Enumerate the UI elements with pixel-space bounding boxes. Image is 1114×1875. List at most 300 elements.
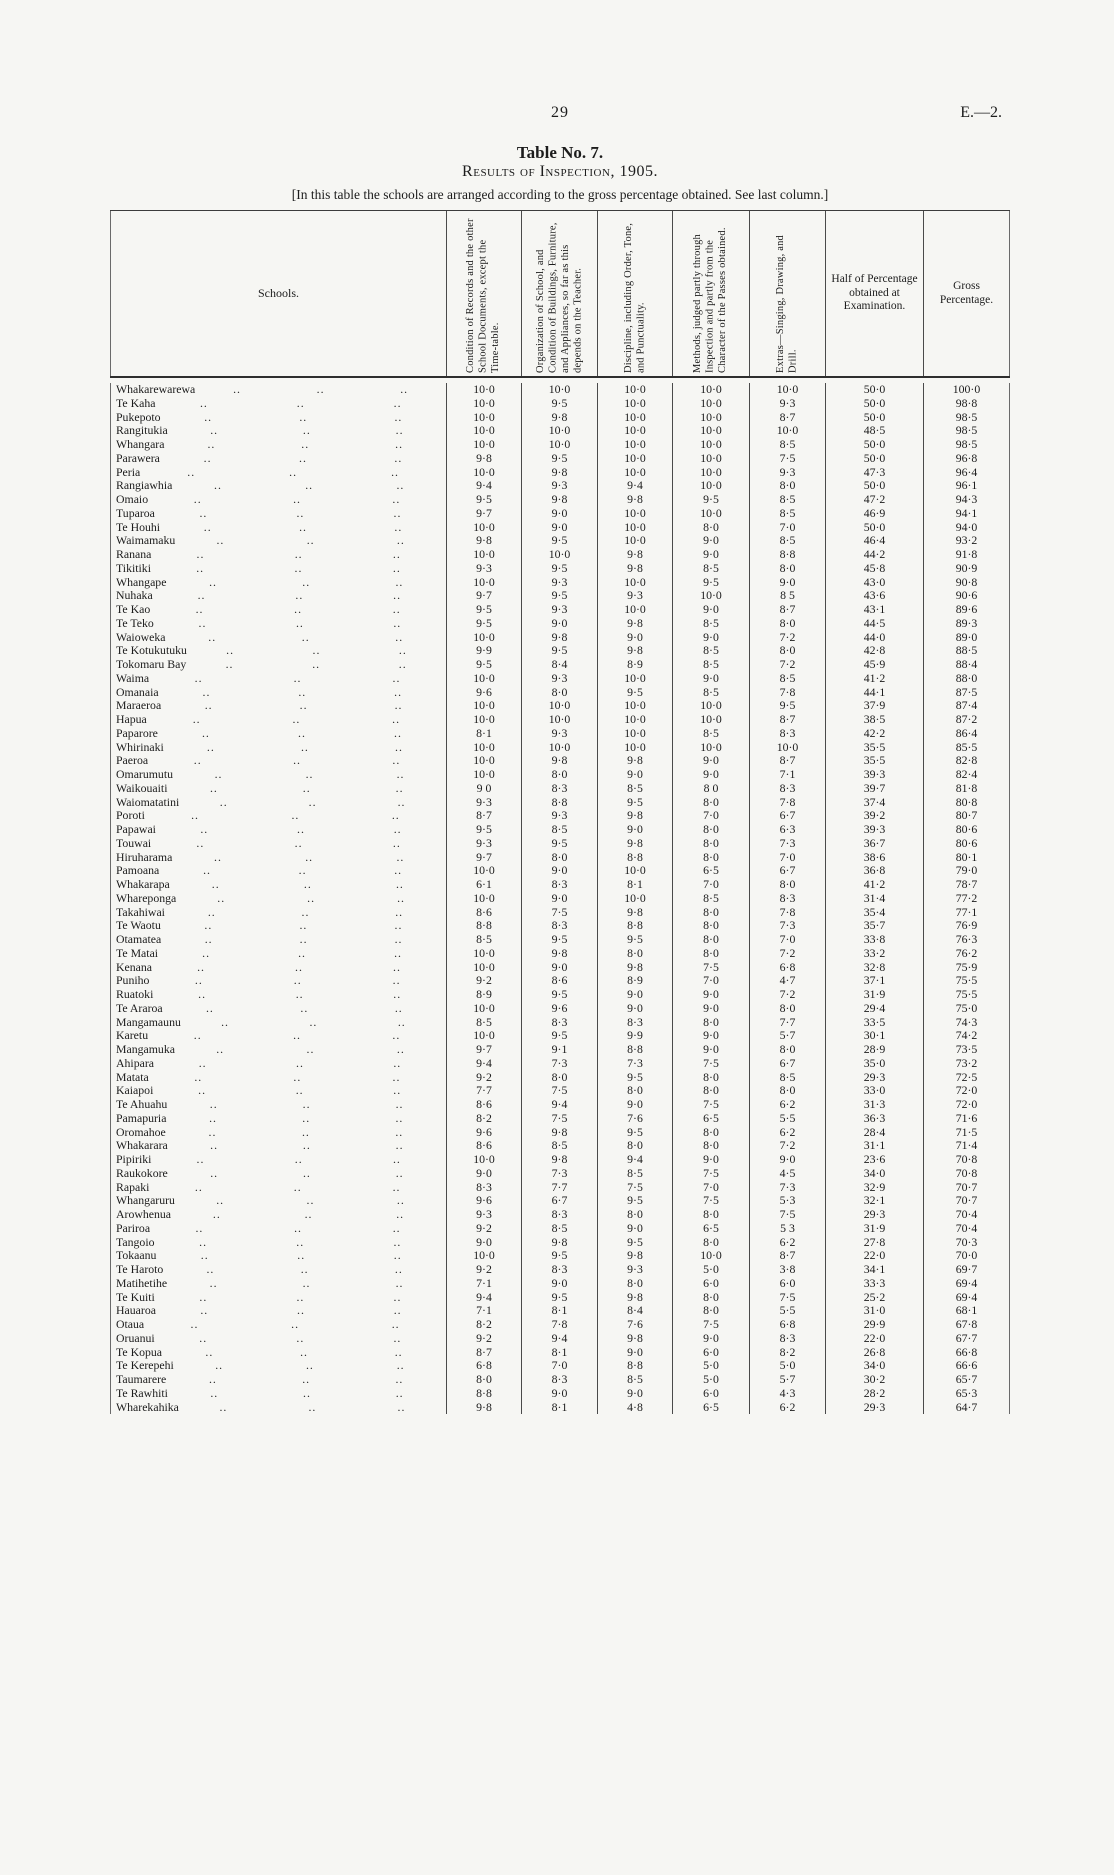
dot-leader: .. [394,1345,403,1359]
dot-leader: .. [299,933,308,946]
score-discipline: 9·0 [597,631,672,645]
score-extras: 5·3 [749,1194,825,1208]
dot-leader: .. [192,713,201,726]
score-methods: 8·0 [672,837,749,851]
dot-leader: .. [395,878,404,891]
dot-leader: .. [304,1208,313,1221]
table-row [110,727,1010,741]
table-row [110,548,1010,562]
score-records: 9·6 [446,1194,521,1208]
score-organization: 7·3 [521,1167,597,1181]
gross-percentage: 98·5 [923,424,1010,438]
score-extras: 6·7 [749,809,825,823]
score-organization: 9·3 [521,727,597,741]
dot-leader: .. [394,864,403,878]
table-row [110,1153,1010,1167]
dot-leader: .. [395,438,404,451]
school-name-cell [110,1277,446,1291]
school-name-cell [110,823,446,837]
column-header-organization [521,211,597,376]
score-organization: 10·0 [521,713,597,727]
score-records: 10·0 [446,1249,521,1263]
school-name-cell [110,974,446,988]
gross-percentage: 87·4 [923,699,1010,713]
table-row [110,1112,1010,1126]
table-row [110,1332,1010,1346]
dot-leader: .. [397,1015,406,1029]
half-percentage: 34·0 [825,1167,923,1181]
doc-reference: E.—2. [960,104,1002,121]
table-row [110,397,1010,411]
school-name-cell [110,906,446,920]
score-discipline: 9·3 [597,589,672,603]
column-header-label: Condition of Records and the other School Documents, except the Time-table. [465,218,502,373]
school-name-cell [110,603,446,617]
dot-leader: .. [395,1386,404,1400]
dot-leader: .. [393,506,402,520]
dot-leader: .. [215,1359,224,1373]
score-discipline: 8·9 [597,658,672,672]
dot-leader: .. [299,520,307,534]
score-discipline: 9·8 [597,1249,672,1263]
score-discipline: 4·8 [597,1401,672,1415]
school-name-cell [110,1346,446,1360]
table-row [110,1084,1010,1098]
score-discipline: 10·0 [597,452,672,466]
score-discipline: 10·0 [597,466,672,480]
school-name-cell [110,493,446,507]
score-organization: 10·0 [521,741,597,755]
dot-leader: .. [393,1084,402,1098]
score-methods: 6·5 [672,1222,749,1236]
dot-leader: .. [205,1345,214,1359]
gross-percentage: 96·4 [923,466,1010,480]
score-discipline: 9·4 [597,1153,672,1167]
dot-leader: .. [219,795,228,809]
score-extras: 6·0 [749,1277,825,1291]
table-row [110,947,1010,961]
score-discipline: 9·0 [597,1222,672,1236]
score-records: 10·0 [446,397,521,411]
table-row [110,672,1010,686]
dot-leader: .. [198,616,207,630]
table-row [110,576,1010,590]
score-discipline: 10·0 [597,603,672,617]
table-row [110,1194,1010,1208]
score-organization: 6·7 [521,1194,597,1208]
dot-leader: .. [397,891,405,905]
dot-leader: .. [393,616,402,630]
dot-leader: .. [194,1180,203,1194]
score-records: 9·5 [446,493,521,507]
score-discipline: 7·3 [597,1057,672,1071]
dot-leader: .. [296,1235,305,1249]
gross-percentage: 69·4 [923,1277,1010,1291]
gross-percentage: 88·0 [923,672,1010,686]
school-name-cell [110,672,446,686]
dot-leader: .. [207,905,216,919]
score-methods: 10·0 [672,699,749,713]
dot-leader: .. [294,836,303,850]
half-percentage: 35·5 [825,741,923,755]
dot-leader: .. [305,1359,314,1373]
dot-leader: .. [395,1098,404,1111]
score-extras: 9·3 [749,466,825,480]
score-organization: 9·6 [521,1002,597,1016]
school-name: Kaiapoi [116,1084,154,1098]
score-records: 8·5 [446,933,521,947]
score-records: 6·8 [446,1359,521,1373]
score-organization: 9·0 [521,521,597,535]
school-name: Rangitukia [116,424,168,438]
score-organization: 8·5 [521,1139,597,1153]
dot-leader: .. [301,1125,310,1139]
dot-leader: .. [297,823,305,836]
gross-percentage: 96·8 [923,452,1010,466]
table-row [110,1043,1010,1057]
dot-leader: .. [216,1194,225,1208]
school-name-cell [110,1373,446,1387]
dot-leader: .. [293,974,302,988]
half-percentage: 43·0 [825,576,923,590]
gross-percentage: 69·7 [923,1263,1010,1277]
score-discipline: 9·5 [597,1071,672,1085]
score-organization: 8·3 [521,1016,597,1030]
school-name: Rangiawhia [116,479,173,493]
score-discipline: 9·8 [597,961,672,975]
school-name-cell [110,589,446,603]
half-percentage: 35·0 [825,1057,923,1071]
column-header-extras [749,211,825,376]
score-methods: 9·0 [672,1153,749,1167]
dot-leader: .. [204,699,213,713]
score-records: 8·7 [446,809,521,823]
school-name-cell [110,1236,446,1250]
score-organization: 9·8 [521,947,597,961]
dot-leader: .. [396,534,405,548]
score-records: 6·1 [446,878,521,892]
score-extras: 6·3 [749,823,825,837]
dot-leader: .. [202,946,211,960]
school-name-cell [110,713,446,727]
dot-leader: .. [187,465,196,479]
school-name: Whakarapa [116,878,170,891]
half-percentage: 35·5 [825,754,923,768]
half-percentage: 43·6 [825,589,923,603]
school-name: Waioweka [116,630,166,644]
gross-percentage: 96·1 [923,479,1010,493]
school-name-cell [110,1194,446,1208]
dot-leader: .. [392,548,401,561]
dot-leader: .. [316,383,325,396]
dot-leader: .. [196,561,205,575]
score-methods: 8·0 [672,851,749,865]
dot-leader: .. [193,1029,202,1043]
school-name-cell [110,1016,446,1030]
table-row [110,1346,1010,1360]
school-name-cell [110,1043,446,1057]
score-records: 8·9 [446,988,521,1002]
score-methods: 10·0 [672,383,749,397]
score-records: 9·2 [446,974,521,988]
dot-leader: .. [293,1029,301,1043]
dot-leader: .. [221,1015,230,1029]
school-name: Otaua [116,1318,145,1331]
score-organization: 9·5 [521,534,597,548]
score-extras: 7·7 [749,1016,825,1030]
school-name-cell [110,521,446,535]
dot-leader: .. [395,1139,404,1153]
score-extras: 9·0 [749,1153,825,1167]
dot-leader: .. [190,1318,199,1331]
score-organization: 9·5 [521,644,597,658]
table-row [110,823,1010,837]
table-row [110,1304,1010,1318]
score-extras: 8·0 [749,644,825,658]
half-percentage: 28·9 [825,1043,923,1057]
score-extras: 7·3 [749,837,825,851]
score-extras: 8·0 [749,878,825,892]
score-discipline: 8·8 [597,919,672,933]
dot-leader: .. [200,1249,209,1263]
score-organization: 9·0 [521,1277,597,1291]
school-name-cell [110,479,446,493]
half-percentage: 39·7 [825,782,923,796]
gross-percentage: 82·4 [923,768,1010,782]
score-discipline: 9·4 [597,479,672,493]
school-name: Raukokore [116,1166,168,1180]
score-organization: 9·5 [521,988,597,1002]
score-organization: 7·5 [521,1112,597,1126]
score-methods: 10·0 [672,397,749,411]
score-discipline: 10·0 [597,411,672,425]
table-row [110,1236,1010,1250]
school-name-cell [110,658,446,672]
dot-leader: .. [396,1043,405,1056]
score-organization: 8·3 [521,1373,597,1387]
score-extras: 8·3 [749,1332,825,1346]
score-discipline: 10·0 [597,521,672,535]
school-name-cell [110,837,446,851]
score-methods: 8·0 [672,947,749,961]
dot-leader: .. [302,1139,311,1153]
score-discipline: 7·6 [597,1112,672,1126]
column-header-label: Discipline, including Order, Tone, and Punctuality. [622,222,646,373]
school-name-cell [110,1332,446,1346]
dot-leader: .. [391,809,400,823]
score-records: 10·0 [446,768,521,782]
school-name: Whakarewarewa [116,383,196,396]
dot-leader: .. [294,561,303,575]
half-percentage: 39·3 [825,823,923,837]
score-discipline: 8·0 [597,1208,672,1222]
dot-leader: .. [393,960,401,974]
dot-leader: .. [193,493,202,506]
column-header-gross-percentage [923,211,1010,376]
score-organization: 9·5 [521,1029,597,1043]
score-discipline: 9·0 [597,988,672,1002]
table-row [110,919,1010,933]
dot-leader: .. [206,1263,215,1276]
school-name-cell [110,1401,446,1415]
score-records: 9·0 [446,1167,521,1181]
half-percentage: 37·1 [825,974,923,988]
score-methods: 10·0 [672,713,749,727]
school-name-cell [110,1167,446,1181]
table-row [110,754,1010,768]
column-header-label: Schools. [257,286,299,300]
column-header-records [446,211,521,376]
dot-leader: .. [392,561,401,575]
score-records: 9·7 [446,507,521,521]
score-organization: 8·1 [521,1401,597,1415]
gross-percentage: 80·8 [923,796,1010,810]
score-organization: 9·0 [521,864,597,878]
school-name-cell [110,809,446,823]
score-methods: 8·0 [672,933,749,947]
dot-leader: .. [209,1276,218,1290]
dot-leader: .. [393,1331,402,1345]
gross-percentage: 67·7 [923,1332,1010,1346]
score-methods: 8·0 [672,823,749,837]
dot-leader: .. [394,726,402,740]
score-organization: 9·0 [521,507,597,521]
score-records: 9·6 [446,686,521,700]
score-extras: 9·0 [749,576,825,590]
score-discipline: 8·0 [597,1277,672,1291]
dot-leader: .. [298,685,307,699]
half-percentage: 44·0 [825,631,923,645]
table-row [110,507,1010,521]
dot-leader: .. [301,905,310,919]
column-header-discipline [597,211,672,376]
score-organization: 8·3 [521,919,597,933]
score-methods: 8·5 [672,658,749,672]
school-name: Touwai [116,836,152,850]
score-records: 9·5 [446,823,521,837]
school-name: Takahiwai [116,905,165,919]
school-name: Taumarere [116,1373,167,1386]
table-row [110,864,1010,878]
table-row [110,1249,1010,1263]
score-discipline: 8·5 [597,1373,672,1387]
school-name: Pamapuria [116,1111,167,1125]
score-extras: 8·7 [749,411,825,425]
score-records: 9·4 [446,1057,521,1071]
table-row [110,906,1010,920]
dot-leader: .. [305,768,314,781]
dot-leader: .. [302,1373,311,1386]
dot-leader: .. [308,1400,317,1414]
dot-leader: .. [294,1153,303,1166]
half-percentage: 39·2 [825,809,923,823]
dot-leader: .. [396,1208,405,1221]
score-records: 10·0 [446,754,521,768]
dot-leader: .. [209,781,218,795]
score-extras: 8 5 [749,589,825,603]
school-name-cell [110,864,446,878]
dot-leader: .. [299,699,308,713]
score-organization: 8·0 [521,851,597,865]
gross-percentage: 70·4 [923,1222,1010,1236]
school-name: Mangamuka [116,1043,175,1056]
table-row [110,1277,1010,1291]
dot-leader: .. [303,1386,311,1400]
score-extras: 6·7 [749,1057,825,1071]
score-extras: 7·2 [749,1139,825,1153]
score-records: 9·5 [446,603,521,617]
score-methods: 7·0 [672,878,749,892]
score-organization: 9·5 [521,1291,597,1305]
score-extras: 7·2 [749,631,825,645]
table-subtitle: Results of Inspection, 1905. [462,163,658,180]
dot-leader: .. [295,589,304,603]
gross-percentage: 71·4 [923,1139,1010,1153]
dot-leader: .. [305,479,314,493]
dot-leader: .. [392,974,401,988]
dot-leader: .. [210,1166,219,1180]
dot-leader: .. [391,1318,400,1331]
school-name: Pipiriki [116,1153,152,1166]
score-records: 9·7 [446,851,521,865]
dot-leader: .. [394,1001,403,1015]
gross-percentage: 70·8 [923,1153,1010,1167]
school-name-cell [110,548,446,562]
school-name: Waikouaiti [116,781,168,795]
school-name: Otamatea [116,933,162,946]
school-name-cell [110,383,446,397]
score-records: 8·6 [446,1098,521,1112]
gross-percentage: 80·6 [923,823,1010,837]
school-name-cell [110,1387,446,1401]
score-methods: 9·0 [672,1332,749,1346]
score-extras: 7·2 [749,988,825,1002]
table-row [110,933,1010,947]
school-name: Te Waotu [116,919,161,933]
score-discipline: 9·8 [597,1332,672,1346]
dot-leader: .. [391,465,399,479]
column-header-label: Organization of School, and Condition of Buildings, Furniture, and Appliances, so far as this depends on the Teacher. [534,222,583,373]
score-extras: 7·5 [749,1208,825,1222]
score-extras: 7·2 [749,658,825,672]
score-methods: 8·0 [672,1016,749,1030]
score-methods: 8·5 [672,617,749,631]
score-extras: 7·0 [749,851,825,865]
school-name: Poroti [116,809,145,823]
school-name-cell [110,1098,446,1112]
gross-percentage: 69·4 [923,1291,1010,1305]
dot-leader: .. [191,809,199,823]
score-records: 9·2 [446,1222,521,1236]
dot-leader: .. [196,548,205,561]
gross-percentage: 65·7 [923,1373,1010,1387]
school-name: Karetu [116,1029,149,1043]
dot-leader: .. [202,685,211,699]
score-methods: 10·0 [672,438,749,452]
gross-percentage: 89·0 [923,631,1010,645]
gross-percentage: 71·6 [923,1112,1010,1126]
table-row [110,1071,1010,1085]
dot-leader: .. [398,644,407,658]
school-name-cell [110,768,446,782]
dot-leader: .. [214,850,222,864]
score-extras: 10·0 [749,383,825,397]
gross-percentage: 76·3 [923,933,1010,947]
dot-leader: .. [293,1070,302,1084]
dot-leader: .. [300,1263,309,1276]
half-percentage: 38·5 [825,713,923,727]
school-name-cell [110,1029,446,1043]
